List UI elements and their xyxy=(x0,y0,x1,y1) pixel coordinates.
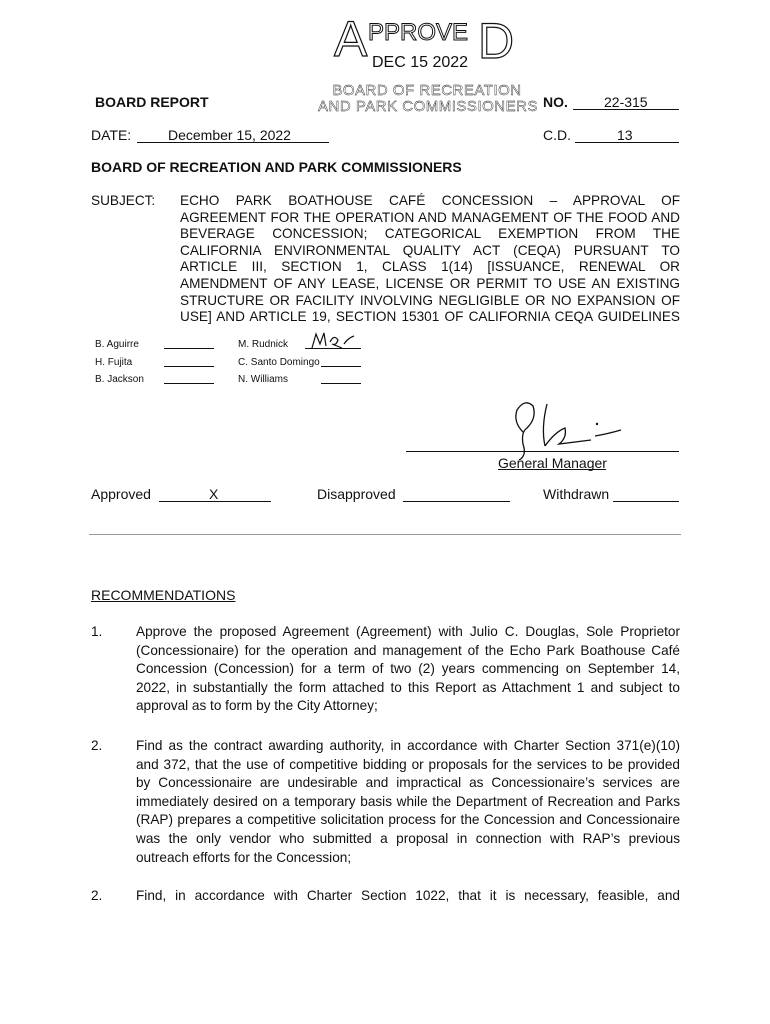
cd-label: C.D. xyxy=(543,127,571,143)
section-divider xyxy=(89,534,681,535)
cd-underline xyxy=(575,142,679,143)
aguirre-line xyxy=(164,348,214,349)
svg-text:PPROVE: PPROVE xyxy=(368,19,469,46)
subject-body xyxy=(180,193,680,326)
recommendation-number: 1. xyxy=(91,624,103,639)
svg-text:A: A xyxy=(334,11,368,64)
disapproved-line xyxy=(403,501,510,502)
recommendation-text: Find as the contract awarding authority, in accordance with Charter Section 371(e)(10) and 372, that the use of competitive bidding or proposals for the services to be provided by Concessionaire are undesirable and impractical as Concessionaire’s services are immediately desired on a temporary basis while the Department of Recreation and Parks (RAP) prepares a competitive solicitation process for the Concession and Concessionaire was the only vendor who submitted a proposal in connection with RAP’s previous outreach efforts for the Concession; xyxy=(136,738,680,865)
subject-line: STRUCTURE OR FACILITY INVOLVING NEGLIGIBLE OR NO EXPANSION OF xyxy=(180,292,680,308)
subject-line: AMENDMENT OF ANY LEASE, LICENSE OR PERMIT TO USE AN EXISTING xyxy=(180,275,680,291)
no-underline xyxy=(573,109,679,110)
recommendations-heading: RECOMMENDATIONS xyxy=(91,587,236,603)
subject-line: BEVERAGE CONCESSION; CATEGORICAL EXEMPTION FROM THE xyxy=(180,226,680,242)
approved-stamp xyxy=(318,6,538,116)
jackson-line xyxy=(164,383,214,384)
gm-signature-line xyxy=(406,451,679,452)
approved-line xyxy=(159,501,271,502)
commissioner-fujita: H. Fujita xyxy=(95,357,133,368)
santo-domingo-line xyxy=(321,366,361,367)
board-title: BOARD OF RECREATION AND PARK COMMISSIONERS xyxy=(91,159,462,175)
svg-text:D: D xyxy=(478,13,515,64)
cd-value: 13 xyxy=(617,127,633,143)
approved-mark: X xyxy=(209,486,219,502)
commissioner-jackson: B. Jackson xyxy=(95,374,144,385)
stamp-line-2: AND PARK COMMISSIONERS xyxy=(318,98,538,115)
subject-label: SUBJECT: xyxy=(91,193,156,208)
general-manager-title: General Manager xyxy=(498,455,607,471)
approved-label: Approved xyxy=(91,486,151,502)
recommendation-number: 2. xyxy=(91,888,103,903)
subject-line: USE] AND ARTICLE 19, SECTION 15301 OF CALIFORNIA CEQA GUIDELINES xyxy=(180,309,680,325)
no-label: NO. xyxy=(543,94,568,110)
date-underline xyxy=(137,142,329,143)
date-label: DATE: xyxy=(91,127,132,143)
commissioner-rudnick: M. Rudnick xyxy=(238,339,289,350)
commissioner-santo-domingo: C. Santo Domingo xyxy=(238,357,320,368)
recommendation-text: Find, in accordance with Charter Section 1022, that it is necessary, feasible, and xyxy=(136,888,680,903)
disapproved-label: Disapproved xyxy=(317,486,396,502)
commissioner-aguirre: B. Aguirre xyxy=(95,339,139,350)
no-value: 22-315 xyxy=(604,94,648,110)
stamp-date: DEC 15 2022 xyxy=(372,54,469,71)
fujita-line xyxy=(164,366,214,367)
withdrawn-line xyxy=(613,501,679,502)
williams-line xyxy=(321,383,361,384)
subject-line: ARTICLE III, SECTION 1, CLASS 1(14) [ISSUANCE, RENEWAL OR xyxy=(180,259,680,275)
stamp-line-1: BOARD OF RECREATION xyxy=(332,82,522,99)
gm-title-underline xyxy=(498,469,606,470)
commissioner-williams: N. Williams xyxy=(238,374,288,385)
subject-line: AGREEMENT FOR THE OPERATION AND MANAGEMENT OF THE FOOD AND xyxy=(180,209,680,225)
subject-line: ECHO PARK BOATHOUSE CAFÉ CONCESSION – APPROVAL OF xyxy=(180,193,680,208)
recommendation-text: Approve the proposed Agreement (Agreement) with Julio C. Douglas, Sole Proprietor (Concessionaire) for the operation and management of the Echo Park Boathouse Café Concession (Concession) for a term of two (2) years commencing on September 14, 2022, in substantially the form attached to this Report as Attachment 1 and subject to approval as to form by the City Attorney; xyxy=(136,624,680,714)
date-value: December 15, 2022 xyxy=(168,127,291,143)
board-report-label: BOARD REPORT xyxy=(95,94,209,110)
recommendation-number: 2. xyxy=(91,738,103,753)
withdrawn-label: Withdrawn xyxy=(543,486,610,502)
rudnick-line xyxy=(305,348,361,349)
subject-line: CALIFORNIA ENVIRONMENTAL QUALITY ACT (CEQA) PURSUANT TO xyxy=(180,242,680,258)
